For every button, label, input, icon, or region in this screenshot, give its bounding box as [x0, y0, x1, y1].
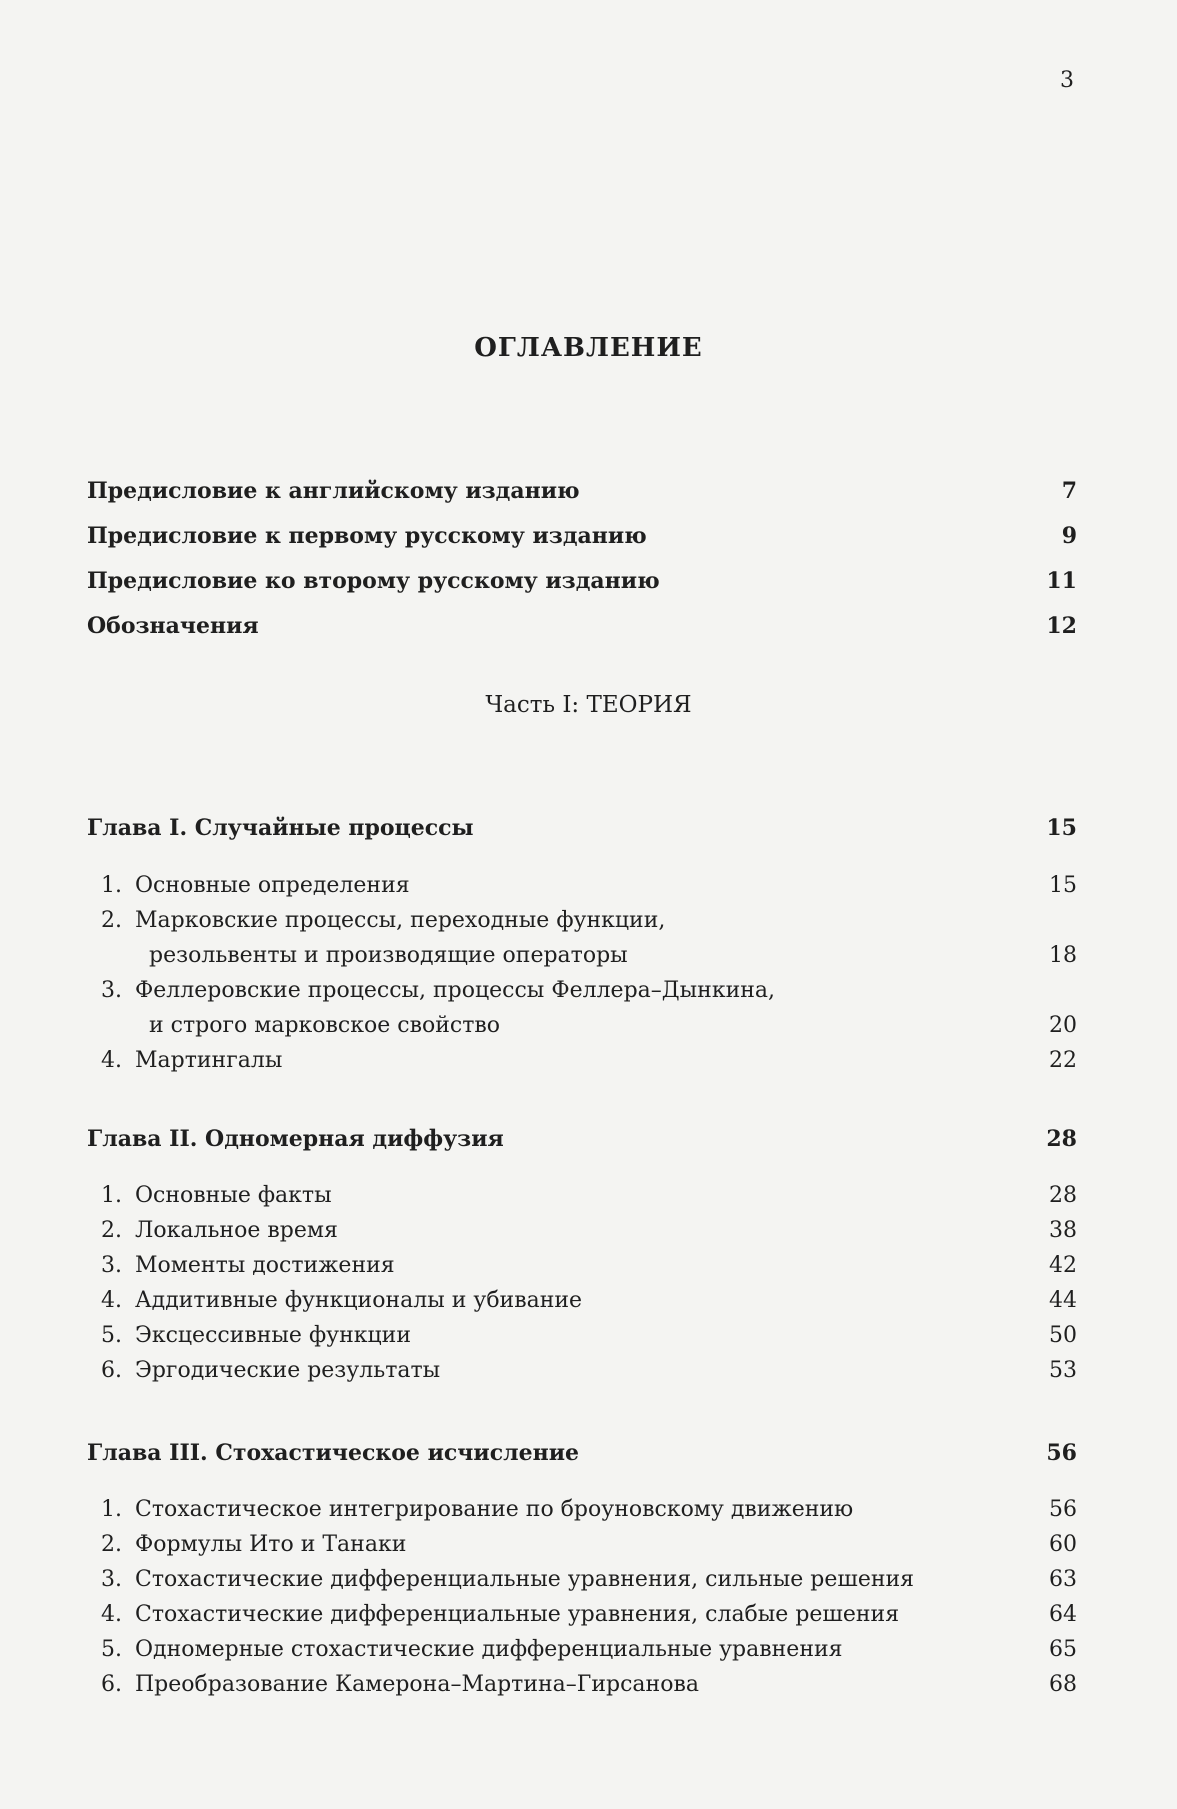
chapter-3 — [87, 1440, 1077, 1707]
page-title: ОГЛАВЛЕНИЕ — [474, 333, 703, 363]
toc-item-continuation[interactable]: и строго марковское свойство 20 — [149, 1013, 1077, 1038]
toc-item-continuation[interactable]: резольвенты и производящие операторы 18 — [149, 943, 1077, 968]
toc-chapter-heading[interactable]: Глава III. Стохастическое исчисление 56 — [87, 1440, 1077, 1466]
chapter-2 — [87, 1126, 1077, 1393]
toc-item[interactable]: 3. Моменты достижения 42 — [101, 1253, 1077, 1278]
toc-entry-preface-second-russian[interactable]: Предисловие ко второму русскому изданию 11 — [87, 568, 1077, 594]
toc-item[interactable]: 2. Марковские процессы, переходные функции, — [101, 908, 666, 933]
toc-item[interactable]: 6. Эргодические результаты 53 — [101, 1358, 1077, 1383]
toc-item[interactable]: 3. Стохастические дифференциальные уравнения, сильные решения 63 — [101, 1567, 1077, 1592]
front-matter — [87, 478, 1077, 658]
part-title: Часть I: ТЕОРИЯ — [485, 692, 692, 718]
chapter-1 — [87, 815, 1077, 1083]
toc-item[interactable]: 2. Локальное время 38 — [101, 1218, 1077, 1243]
toc-entry-notation[interactable]: Обозначения 12 — [87, 613, 1077, 639]
toc-chapter-heading[interactable]: Глава I. Случайные процессы 15 — [87, 815, 1077, 841]
toc-item[interactable]: 2. Формулы Ито и Танаки 60 — [101, 1532, 1077, 1557]
toc-item[interactable]: 5. Эксцессивные функции 50 — [101, 1323, 1077, 1348]
toc-item[interactable]: 6. Преобразование Камерона–Мартина–Гирсанова 68 — [101, 1672, 1077, 1697]
page-number: 3 — [1060, 68, 1074, 93]
toc-item[interactable]: 1. Основные факты 28 — [101, 1183, 1077, 1208]
toc-item[interactable]: 5. Одномерные стохастические дифференциальные уравнения 65 — [101, 1637, 1077, 1662]
toc-item[interactable]: 4. Стохастические дифференциальные уравнения, слабые решения 64 — [101, 1602, 1077, 1627]
toc-item[interactable]: 4. Мартингалы 22 — [101, 1048, 1077, 1073]
toc-chapter-heading[interactable]: Глава II. Одномерная диффузия 28 — [87, 1126, 1077, 1152]
toc-entry-preface-english[interactable]: Предисловие к английскому изданию 7 — [87, 478, 1077, 504]
toc-item[interactable]: 3. Феллеровские процессы, процессы Феллера–Дынкина, — [101, 978, 776, 1003]
toc-item[interactable]: 1. Основные определения 15 — [101, 873, 1077, 898]
toc-item[interactable]: 1. Стохастическое интегрирование по броуновскому движению 56 — [101, 1497, 1077, 1522]
toc-item[interactable]: 4. Аддитивные функционалы и убивание 44 — [101, 1288, 1077, 1313]
toc-entry-preface-first-russian[interactable]: Предисловие к первому русскому изданию 9 — [87, 523, 1077, 549]
